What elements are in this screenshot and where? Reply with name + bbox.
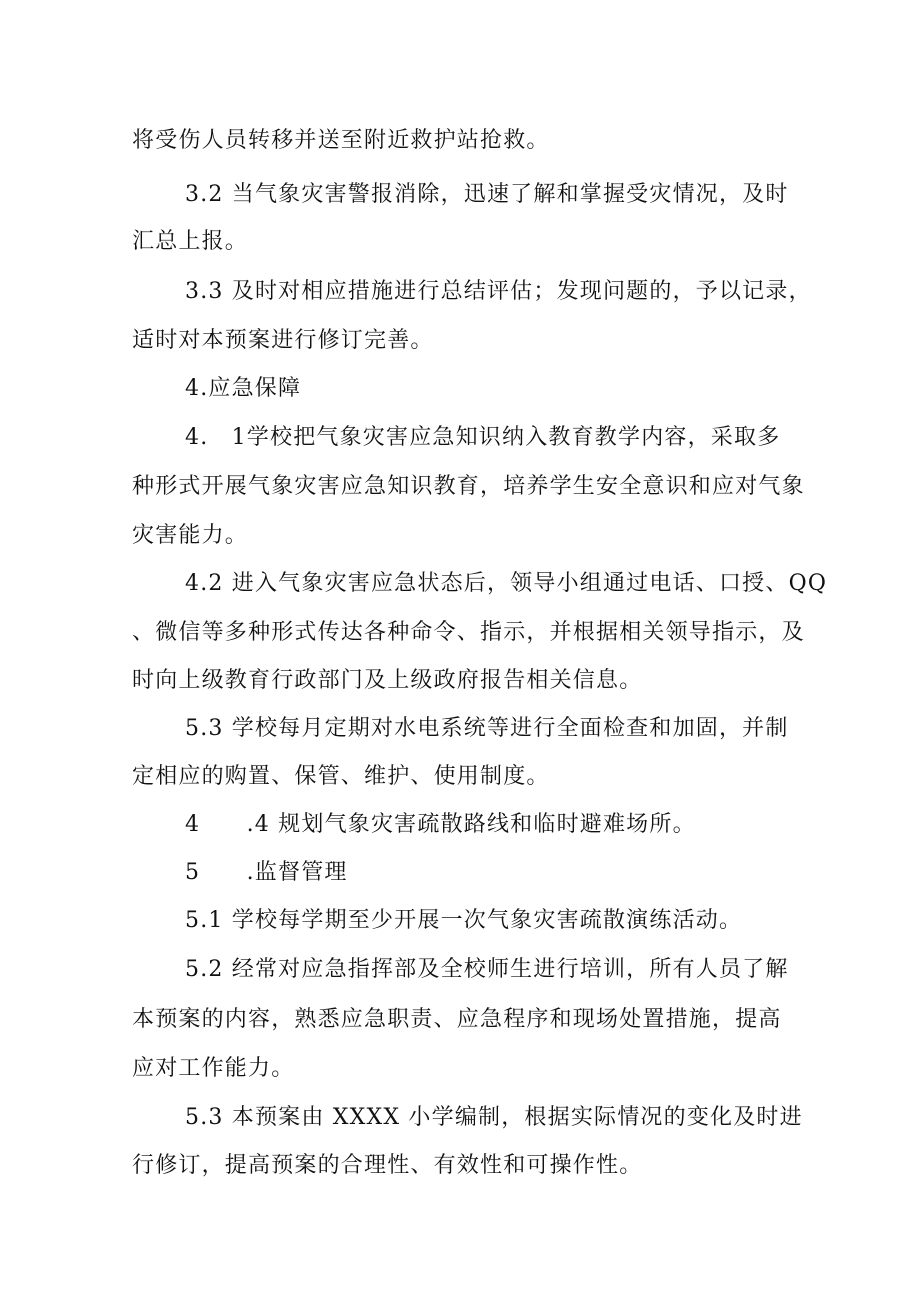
section-heading — [0, 853, 920, 893]
paragraph-line — [0, 1000, 920, 1040]
line-text: 行修订，提高预案的合理性、有效性和可操作性。 — [132, 1153, 643, 1178]
line-text: 适时对本预案进行修订完善。 — [132, 328, 434, 353]
line-text: 、微信等多种形式传达各种命令、指示，并根据相关领导指示，及 — [132, 620, 805, 645]
line-text: 本预案的内容，熟悉应急职责、应急程序和现场处置措施，提高 — [132, 1007, 782, 1032]
paragraph-line — [0, 901, 920, 941]
line-text: 4. 1学校把气象灾害应急知识纳入教育教学内容，采取多 — [185, 425, 781, 450]
paragraph-line — [0, 467, 920, 507]
paragraph-line — [0, 222, 920, 262]
line-text: 5.2 经常对应急指挥部及全校师生进行培训，所有人员了解 — [185, 957, 789, 982]
paragraph-line — [0, 564, 920, 604]
line-text: 汇总上报。 — [132, 229, 249, 254]
line-text: 灾害能力。 — [132, 523, 249, 548]
paragraph-line — [0, 950, 920, 990]
paragraph-line — [0, 757, 920, 797]
line-text: 4 .4 规划气象灾害疏散路线和临时避难场所。 — [185, 812, 696, 837]
line-text: 4.应急保障 — [185, 376, 302, 401]
paragraph-line — [0, 1098, 920, 1138]
paragraph-line — [0, 418, 920, 458]
line-text: 4.2 进入气象灾害应急状态后，领导小组通过电话、口授、QQ — [185, 571, 828, 596]
paragraph-line — [0, 613, 920, 653]
line-text: 5.3 学校每月定期对水电系统等进行全面检查和加固，并制 — [185, 716, 789, 741]
line-text: 时向上级教育行政部门及上级政府报告相关信息。 — [132, 668, 643, 693]
line-text: 5 .监督管理 — [185, 860, 348, 885]
section-heading — [0, 369, 920, 409]
line-text: 3.3 及时对相应措施进行总结评估；发现问题的，予以记录， — [185, 279, 812, 304]
line-text: 将受伤人员转移并送至附近救护站抢救。 — [132, 128, 550, 153]
line-text: 应对工作能力。 — [132, 1056, 295, 1081]
paragraph-line — [0, 805, 920, 845]
line-text: 定相应的购置、保管、维护、使用制度。 — [132, 764, 550, 789]
paragraph-line — [0, 272, 920, 312]
line-text: 种形式开展气象灾害应急知识教育，培养学生安全意识和应对气象 — [132, 474, 805, 499]
paragraph-line — [0, 709, 920, 749]
paragraph-line — [0, 661, 920, 701]
paragraph-line — [0, 321, 920, 361]
line-text: 5.1 学校每学期至少开展一次气象灾害疏散演练活动。 — [185, 908, 743, 933]
paragraph-line — [0, 516, 920, 556]
paragraph-line — [0, 121, 920, 161]
line-text: 3.2 当气象灾害警报消除，迅速了解和掌握受灾情况，及时 — [185, 182, 789, 207]
paragraph-line — [0, 1049, 920, 1089]
paragraph-line — [0, 175, 920, 215]
paragraph-line — [0, 1146, 920, 1186]
line-text: 5.3 本预案由 XXXX 小学编制，根据实际情况的变化及时进 — [185, 1105, 803, 1130]
